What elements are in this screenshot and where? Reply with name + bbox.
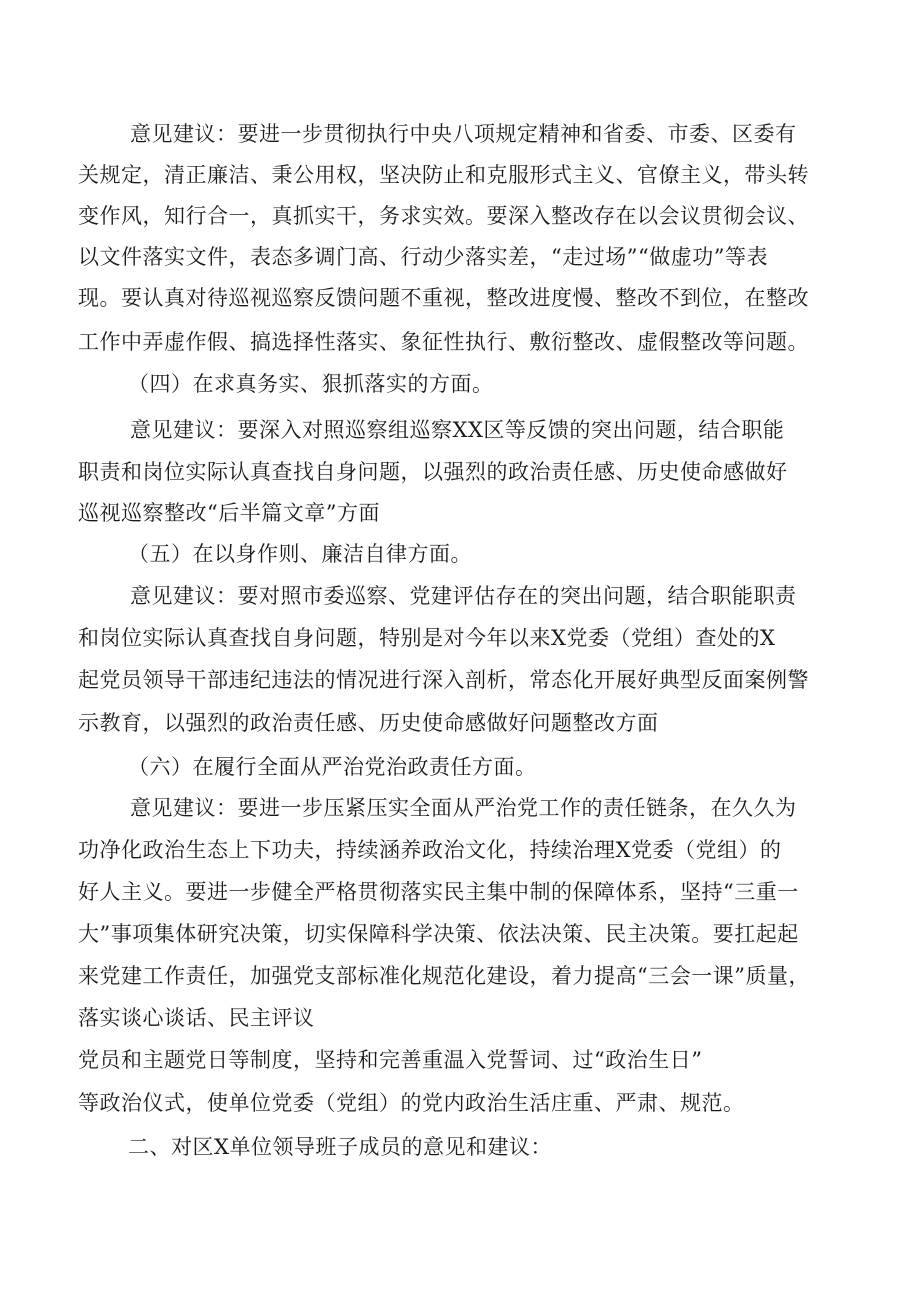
paragraph-line: 党员和主题党日等制度，坚持和完善重温入党誓词、过“政治生日” [78,1048,703,1072]
paragraph-line: 功净化政治生态上下功夫，持续涵养政治文化，持续治理X党委（党组）的 [78,838,782,862]
section-heading: 二、对区X单位领导班子成员的意见和建议： [128,1135,552,1159]
paragraph-line: 意见建议：要进一步贯彻执行中央八项规定精神和省委、市委、区委有 [130,122,797,146]
paragraph-line: 现。要认真对待巡视巡察反馈问题不重视，整改进度慢、整改不到位，在整改 [78,286,809,310]
section-heading: （四）在求真务实、狠抓落实的方面。 [128,372,494,396]
paragraph-line: 落实谈心谈话、民主评议 [78,1006,315,1030]
paragraph-line: 和岗位实际认真查找自身问题，特别是对今年以来X党委（党组）查处的X [78,626,776,650]
paragraph-line: 示教育，以强烈的政治责任感、历史使命感做好问题整改方面 [78,711,659,735]
paragraph-line: 好人主义。要进一步健全严格贯彻落实民主集中制的保障体系，坚持“三重一 [78,880,799,904]
paragraph-line: 工作中弄虚作假、搞选择性落实、象征性执行、敷衍整改、虚假整改等问题。 [78,330,809,354]
paragraph-line: 等政治仪式，使单位党委（党组）的党内政治生活庄重、严肃、规范。 [78,1091,745,1115]
paragraph-line: 巡视巡察整改“后半篇文章”方面 [78,501,380,525]
section-heading: （五）在以身作则、廉洁自律方面。 [128,542,472,566]
paragraph-line: 意见建议：要对照市委巡察、党建评估存在的突出问题，结合职能职责 [130,584,797,608]
section-heading: （六）在履行全面从严治党治政责任方面。 [128,755,537,779]
paragraph-line: 变作风，知行合一，真抓实干，务求实效。要深入整改存在以会议贯彻会议、 [78,204,809,228]
paragraph-line: 起党员领导干部违纪违法的情况进行深入剖析，常态化开展好典型反面案例警 [78,668,809,692]
paragraph-line: 来党建工作责任，加强党支部标准化规范化建设，着力提高“三会一课”质量， [78,964,810,988]
paragraph-line: 意见建议：要深入对照巡察组巡察XX区等反馈的突出问题，结合职能 [130,418,785,442]
paragraph-line: 大”事项集体研究决策，切实保障科学决策、依法决策、民主决策。要扛起起 [78,922,799,946]
paragraph-line: 关规定，清正廉洁、秉公用权，坚决防止和克服形式主义、官僚主义，带头转 [78,163,809,187]
paragraph-line: 以文件落实文件，表态多调门高、行动少落实差，“走过场”“做虚功”等表 [78,245,768,269]
paragraph-line: 意见建议：要进一步压紧压实全面从严治党工作的责任链条，在久久为 [130,796,797,820]
paragraph-line: 职责和岗位实际认真查找自身问题，以强烈的政治责任感、历史使命感做好 [78,460,788,484]
